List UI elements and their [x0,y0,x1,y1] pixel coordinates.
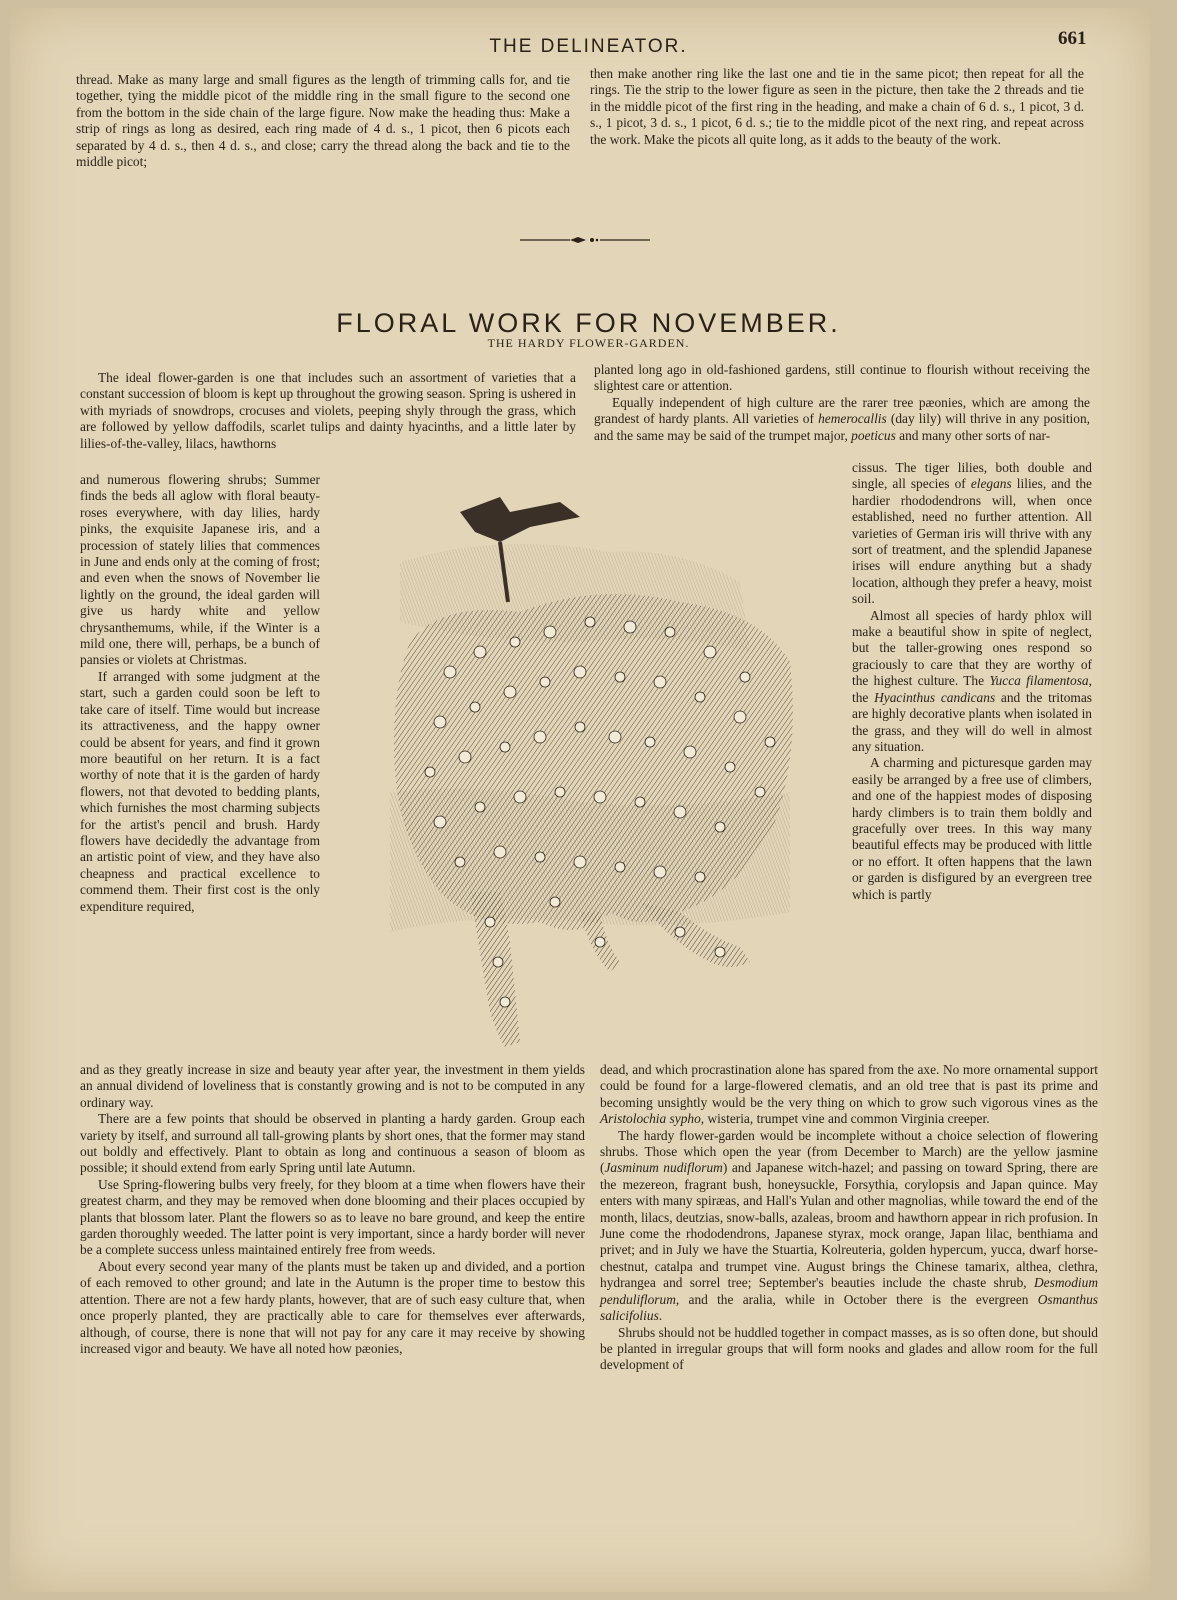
running-header: THE DELINEATOR. [489,36,688,57]
clematis-illustration [380,492,800,1052]
italic-term: Jasminum nudiflorum [604,1160,723,1176]
paragraph: Use Spring-flowering bulbs very freely, for they bloom at a time when flowers have their greatest charm, and they may be removed when done blooming and their places occupied by plants that blossom later. Plant the flowers so as to leave no bare ground, and keep the entire garden thoroughly weeded. The latter point is very important, since a hardy border will never be a complete success unless maintained entirely free from weeds. [80,1176,585,1258]
paragraph: About every second year many of the plants must be taken up and divided, and a portion of each removed to other ground; and late in the Autumn is the proper time to bestow this attention. There are not a few hardy plants, however, that are of such easy culture that, when once properly planted, they are practically able to care for themselves ever afterwards, although, of course, there is none that will not pay for any care it may receive by showing increased vigor and beauty. We have all noted how pæonies, [80,1258,585,1356]
right-column-top [594,362,1090,444]
text-run: Equally independent of high culture are the rarer tree pæonies, which are among the grandest of hardy plants. All varieties of [594,394,1090,427]
text-run: and many other sorts of nar- [895,427,1051,443]
paragraph: and as they greatly increase in size and beauty year after year, the investment in them yields an annual dividend of loveliness that is constantly growing and is not to be computed in any ordinary way. [80,1062,585,1110]
text-run: , and the aralia, while in October there is the evergreen [675,1291,1038,1307]
italic-term: elegans [970,476,1012,492]
italic-term: Osmanthus salicifolius [600,1291,1098,1324]
continued-text-right [590,66,1084,148]
paragraph: If arranged with some judgment at the start, such a garden could soon be left to take care of itself. Time would but increase its attractiveness, and the happy owner could be absent for years, and find it grown more beautiful on her return. It is a fact worthy of note that it is the garden of hardy flowers, not that devoted to bedding plants, which furnishes the most charming subjects for the artist's pencil and brush. Hardy flowers have decidedly the advantage from an artistic point of view, and they have also cheapness and practical excellence to commend them. Their first cost is the only expenditure required, [80,668,320,914]
left-column-bottom [80,1062,585,1357]
italic-term: hemerocallis [818,411,887,427]
paragraph: and numerous flowering shrubs; Summer finds the beds all aglow with floral beauty-roses everywhere, with day lilies, hardy pinks, the exquisite Japanese iris, and a procession of stately lilies that commences in June and ends only at the coming of frost; and even when the snows of November lie lightly on the ground, the ideal garden will give us hardy white and yellow chrysanthemums, while, if the Winter is a mild one, there will, perhaps, be a bunch of pansies or violets at Christmas. [80,472,320,668]
left-column-narrow [80,472,320,915]
paragraph: planted long ago in old-fashioned gardens, still continue to flourish without receiving the slightest care or attention. [594,362,1090,394]
text-run: lilies, and the hardier rhododendrons will, when once established, need no further attention. All varieties of German iris will thrive with any sort of treatment, and the splendid Japanese irises will endure anything but a shady location, although they prefer a heavy, moist soil. [852,476,1092,607]
paragraph: The ideal flower-garden is one that includes such an assortment of varieties that a constant succession of bloom is kept up throughout the growing season. Spring is ushered in with myriads of snowdrops, crocuses and violets, peeping shyly through the grass, which are followed by yellow daffodils, scarlet tulips and dainty hyacinths, and a little later by lilies-of-the-valley, lilacs, hawthorns [80,370,576,451]
italic-term: Hyacinthus candicans [874,689,996,705]
italic-term: Desmodium penduliflorum [600,1275,1098,1307]
paragraph: Shrubs should not be huddled together in compact masses, as is so often done, but should be planted in irregular groups that will form nooks and glades and allow room for the full development of [600,1324,1098,1373]
ornamental-divider [520,236,650,244]
italic-term: Yucca filamentosa [989,673,1089,689]
paragraph [852,608,1092,756]
paragraph: There are a few points that should be observed in planting a hardy garden. Group each variety by itself, and surround all tall-growing plants by short ones, that the former may stand out boldly and effectively. Plant to obtain as long and continuous a season of bloom as possible; it should extend from early Spring until late Autumn. [80,1111,585,1176]
article-title: FLORAL WORK FOR NOVEMBER. [336,308,841,339]
paragraph [600,1062,1098,1128]
paragraph [594,395,1090,444]
text-run: , wisteria, trumpet vine and common Virginia creeper. [700,1111,990,1127]
left-column-top [80,370,576,452]
text-run: cissus. The tiger lilies, both double and single, all species of [852,460,1092,492]
italic-term: Aristolochia sypho [600,1111,701,1127]
paragraph: then make another ring like the last one and tie in the same picot; then repeat for all the rings. Tie the strip to the lower figure as seen in the picture, then take the 2 threads and tie in the middle picot of the first ring in the heading, and make a chain of 6 d. s., 1 picot, 3 d. s., 1 picot, 3 d. s., 1 picot, 6 d. s.; tie to the middle picot of the next ring, and repeat across the work. Make the picots all quite long, as it adds to the beauty of the work. [590,66,1084,147]
text-run: Almost all species of hardy phlox will make a beautiful show in spite of neglect, but the taller-growing ones respond so graciously to care that they are worthy of the highest culture. The [852,607,1092,689]
paragraph: A charming and picturesque garden may easily be arranged by a free use of climbers, and one of the happiest modes of disposing hardy climbers is to train them boldly and gracefully over trees. In this way many beautiful effects may be produced with little or no effort. It often happens that the lawn or garden is disfigured by an evergreen tree which is partly [852,755,1092,902]
paragraph [600,1128,1098,1325]
italic-term: poeticus [851,427,896,443]
text-run: ) and Japanese witch-hazel; and passing on toward Spring, there are the mezereon, fragrant bush, honeysuckle, Forsythia, corylopsis and Japan quince. May enters with many spiræas, and Hall's Yulan and other magnolias, while toward the end of the month, lilacs, deutzias, snow-balls, azaleas, broom and hawthorn appear in rich profusion. In June come the rhododendrons, Japanese styrax, mock orange, Japan lilac, benthiama and privet; and in July we have the Stuartia, Kolreuteria, golden hypercum, yucca, dwarf horse-chestnut, catalpa and trumpet vine. August brings the Chinese tamarix, althea, clethra, hydrangea and sorrel tree; September's beauties include the chaste shrub, [600,1160,1098,1291]
text-run: (day lily) will thrive in any position, and the same may be said of the trumpet major, [594,411,1090,443]
engraving-image [380,492,800,1052]
continued-text-left [76,72,570,170]
text-run: The hardy flower-garden would be incomplete without a choice selection of flowering shrubs. Those which open the year (from December to March) are the yellow jasmine ( [600,1127,1098,1176]
right-column-narrow [852,460,1092,903]
page-number: 661 [1058,28,1087,49]
article-subtitle: THE HARDY FLOWER-GARDEN. [487,336,690,350]
text-run: . [658,1308,663,1324]
text-run: , the [852,673,1092,705]
paragraph [852,460,1092,608]
right-column-bottom [600,1062,1098,1374]
paragraph: thread. Make as many large and small figures as the length of trimming calls for, and tie together, tying the middle picot of the middle ring in the small figure to the second one from the bottom in the side chain of the large figure. Now make the heading thus: Make a strip of rings as long as desired, each ring made of 4 d. s., 1 picot, then 6 picots each separated by 4 d. s., then 4 d. s., and close; carry the thread along the back and tie to the middle picot; [76,72,570,170]
text-run: and the tritomas are highly decorative plants when isolated in the grass, and they will do well in almost any situation. [852,689,1093,754]
text-run: dead, and which procrastination alone has spared from the axe. No more ornamental support could be found for a large-flowered clematis, and an old tree that is past its prime and becoming unsightly would be the very thing on which to grow such vigorous vines as the [600,1062,1098,1110]
